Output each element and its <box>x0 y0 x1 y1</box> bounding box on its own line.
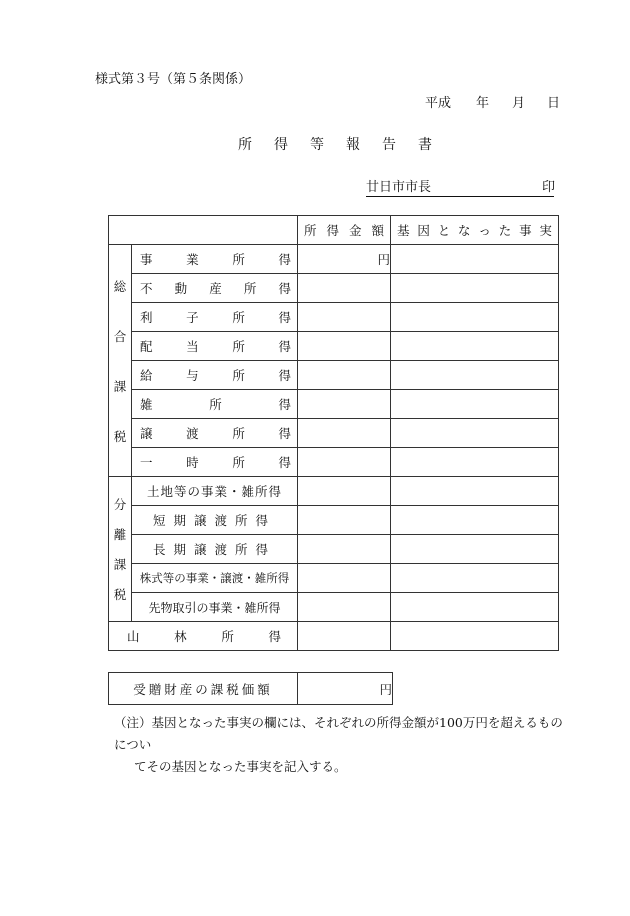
label-char: 得 <box>278 252 291 267</box>
label-char: 得 <box>278 368 291 383</box>
reason-cell[interactable] <box>391 332 559 361</box>
reason-cell[interactable] <box>391 303 559 332</box>
date-line <box>425 92 451 111</box>
group-char: 課 <box>113 557 127 572</box>
amount-cell[interactable] <box>298 332 391 361</box>
header-char: 因 <box>417 223 430 238</box>
row-label-short-term <box>132 506 298 535</box>
label-char: 得 <box>278 397 291 412</box>
reason-cell[interactable] <box>391 535 559 564</box>
amount-cell[interactable] <box>298 361 391 390</box>
row-label-real-estate <box>132 274 298 303</box>
group-char: 離 <box>113 527 127 542</box>
reason-cell[interactable] <box>391 593 559 622</box>
row-label-futures <box>132 593 298 622</box>
table-row <box>109 448 559 477</box>
footnote-line: （注）基因となった事実の欄には、それぞれの所得金額が100万円を超えるものについ <box>114 715 563 752</box>
form-number: 様式第３号（第５条関係） <box>95 72 252 87</box>
reason-cell[interactable] <box>391 419 559 448</box>
header-char: 金 <box>348 223 362 238</box>
table-row <box>109 506 559 535</box>
table-row <box>109 332 559 361</box>
footnote-line: てその基因となった事実を記入する。 <box>134 759 347 774</box>
table-row <box>109 535 559 564</box>
row-label-misc <box>132 390 298 419</box>
label-char: 与 <box>186 368 199 383</box>
amount-cell[interactable] <box>298 477 391 506</box>
label-char: 所 <box>232 426 245 441</box>
day-label: 日 <box>547 96 561 111</box>
era: 平成 <box>425 96 452 111</box>
label-char: 一 <box>140 455 153 470</box>
group-char: 税 <box>113 587 127 602</box>
amount-cell[interactable] <box>298 622 391 651</box>
label-char: 子 <box>186 310 199 325</box>
label-char: 得 <box>268 629 281 644</box>
reason-cell[interactable] <box>391 477 559 506</box>
row-label-land-business <box>132 477 298 506</box>
header-char: と <box>437 223 451 238</box>
label-text: 受贈財産の課税価額 <box>133 681 273 697</box>
table-header-row <box>109 216 559 245</box>
amount-cell[interactable] <box>298 535 391 564</box>
label-char: 得 <box>278 339 291 354</box>
label-char: 所 <box>232 339 245 354</box>
gift-property-table <box>108 672 393 705</box>
header-char: っ <box>478 223 491 238</box>
table-row <box>109 477 559 506</box>
label-char: 譲 <box>140 426 153 441</box>
amount-cell[interactable] <box>298 564 391 593</box>
header-char: な <box>458 223 471 238</box>
gift-amount-cell[interactable] <box>298 673 393 705</box>
reason-cell[interactable] <box>391 448 559 477</box>
header-char: た <box>498 223 512 238</box>
addressee: 廿日市市長 <box>366 176 554 197</box>
group-bunri-label <box>109 477 132 622</box>
label-char: 所 <box>232 368 245 383</box>
header-char: 所 <box>304 223 317 238</box>
table-row <box>109 303 559 332</box>
month-label: 月 <box>512 96 526 111</box>
label-char: 得 <box>278 281 291 296</box>
header-char: 得 <box>326 223 339 238</box>
amount-cell[interactable] <box>298 419 391 448</box>
group-sogo-label <box>109 245 132 477</box>
row-label-dividend <box>132 332 298 361</box>
label-text: 株式等の事業・譲渡・雑所得 <box>139 571 290 585</box>
label-text: 土地等の事業・雑所得 <box>146 484 282 499</box>
reason-cell[interactable] <box>391 622 559 651</box>
table-row <box>109 419 559 448</box>
label-char: 山 <box>127 629 140 644</box>
row-label-occasional <box>132 448 298 477</box>
amount-cell[interactable] <box>298 448 391 477</box>
label-char: 所 <box>209 397 222 412</box>
income-amount-header <box>298 216 391 245</box>
reason-cell[interactable] <box>391 274 559 303</box>
label-text: 長期譲渡所得 <box>152 542 276 557</box>
label-text: 先物取引の事業・雑所得 <box>148 600 281 615</box>
year-label: 年 <box>476 96 490 111</box>
row-label-stocks <box>132 564 298 593</box>
table-row <box>109 564 559 593</box>
label-char: 雑 <box>140 397 153 412</box>
group-char: 分 <box>113 497 127 512</box>
label-char: 時 <box>186 455 199 470</box>
table-row <box>109 673 393 705</box>
label-char: 不 <box>140 281 153 296</box>
label-char: 業 <box>186 252 199 267</box>
table-row <box>109 622 559 651</box>
label-char: 所 <box>232 455 245 470</box>
label-char: 動 <box>174 281 188 296</box>
table-row <box>109 390 559 419</box>
title-char: 書 <box>418 137 432 153</box>
label-char: 配 <box>140 339 153 354</box>
footnote <box>114 712 574 778</box>
label-char: 得 <box>278 455 291 470</box>
reason-cell[interactable] <box>391 361 559 390</box>
label-char: 所 <box>232 252 245 267</box>
label-text: 短期譲渡所得 <box>152 513 276 528</box>
amount-cell[interactable] <box>298 390 391 419</box>
label-char: 事 <box>140 252 153 267</box>
label-char: 給 <box>140 368 153 383</box>
reason-cell[interactable] <box>391 245 559 274</box>
header-char: 額 <box>371 223 384 238</box>
label-char: 利 <box>140 310 153 325</box>
header-char: 事 <box>519 223 532 238</box>
group-char: 税 <box>113 428 127 444</box>
amount-cell[interactable] <box>298 274 391 303</box>
title-char: 告 <box>382 137 396 153</box>
seal-mark: 印 <box>542 180 556 195</box>
row-label-interest <box>132 303 298 332</box>
label-char: 林 <box>174 629 187 644</box>
group-char: 総 <box>113 278 127 294</box>
yen-unit: 円 <box>379 681 392 697</box>
table-row <box>109 361 559 390</box>
reason-cell[interactable] <box>391 564 559 593</box>
table-row <box>109 245 559 274</box>
title-char: 報 <box>346 137 360 153</box>
label-char: 所 <box>232 310 245 325</box>
label-char: 所 <box>221 629 234 644</box>
row-label-salary <box>132 361 298 390</box>
group-char: 課 <box>113 378 127 394</box>
row-label-long-term <box>132 535 298 564</box>
amount-cell[interactable] <box>298 245 391 274</box>
label-char: 当 <box>186 339 199 354</box>
yen-unit: 円 <box>377 252 390 267</box>
label-char: 得 <box>278 426 291 441</box>
title-char: 等 <box>310 137 324 153</box>
amount-cell[interactable] <box>298 506 391 535</box>
header-char: 実 <box>539 223 552 238</box>
header-blank-cell <box>109 216 298 245</box>
row-label-transfer <box>132 419 298 448</box>
reason-cell[interactable] <box>391 390 559 419</box>
group-char: 合 <box>113 328 127 344</box>
title-char: 得 <box>274 137 288 153</box>
income-table <box>108 215 559 651</box>
reason-cell[interactable] <box>391 506 559 535</box>
label-char: 所 <box>243 281 257 296</box>
amount-cell[interactable] <box>298 303 391 332</box>
label-char: 得 <box>278 310 291 325</box>
label-char: 渡 <box>186 426 199 441</box>
header-char: 基 <box>397 223 410 238</box>
row-label-forest <box>109 622 298 651</box>
row-label-business <box>132 245 298 274</box>
table-row <box>109 274 559 303</box>
amount-cell[interactable] <box>298 593 391 622</box>
table-row <box>109 593 559 622</box>
reason-header <box>391 216 559 245</box>
gift-property-label <box>109 673 298 705</box>
label-char: 産 <box>209 281 222 296</box>
title-char: 所 <box>238 137 252 153</box>
